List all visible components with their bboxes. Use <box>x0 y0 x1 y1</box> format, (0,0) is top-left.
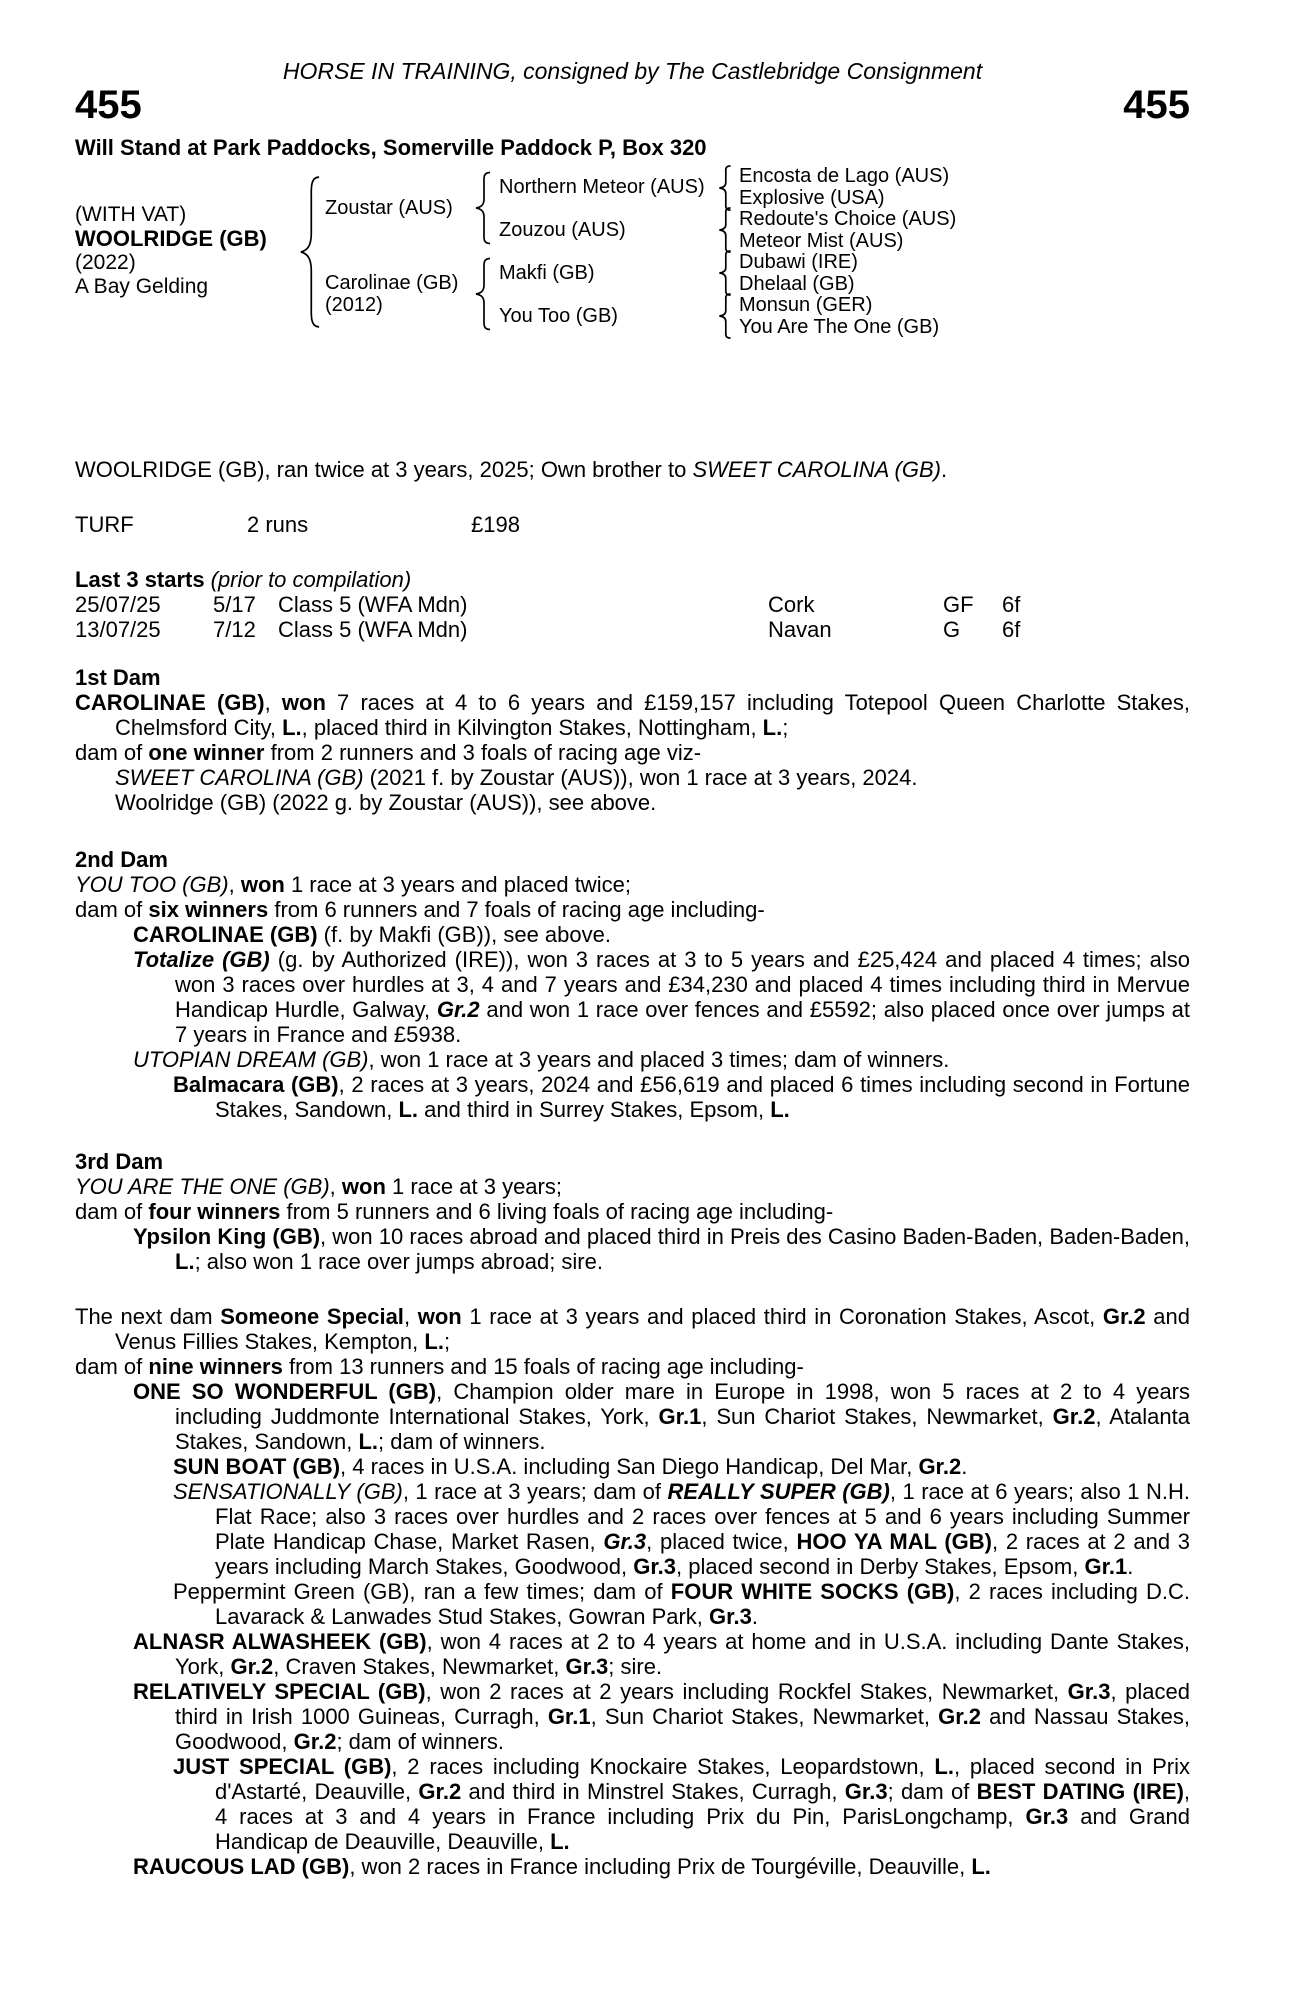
pedigree-paragraph <box>75 1354 1190 1379</box>
pedigree-paragraph <box>75 765 1190 790</box>
pedigree-paragraph <box>75 1629 1190 1679</box>
text-run: won <box>240 872 285 897</box>
text-run: and Nassau Stakes, Goodwood, <box>175 1704 1191 1754</box>
text-run: HOO YA MAL (GB) <box>796 1529 993 1554</box>
text-run: , 2 races at 2 and 3 years including March Stakes, Goodwood, <box>215 1529 1191 1579</box>
text-run: BEST DATING (IRE) <box>976 1779 1184 1804</box>
text-run: , placed third in Kilvington Stakes, Nottingham, <box>301 715 763 740</box>
text-run: L. <box>550 1829 570 1854</box>
text-run: ; <box>443 1329 451 1354</box>
text-run: Peppermint Green (GB), ran a few times; dam of <box>173 1579 671 1604</box>
race-distance: 6f <box>1002 592 1021 617</box>
text-run: . <box>751 1604 758 1629</box>
text-run: one winner <box>148 740 265 765</box>
text-run: SWEET CAROLINA (GB) <box>692 457 941 482</box>
text-run: , <box>264 690 282 715</box>
great-grandparent-pair <box>739 294 939 338</box>
race-course: Navan <box>768 617 832 642</box>
pedigree-paragraph <box>75 1454 1190 1479</box>
great-granddam-name: Dhelaal (GB) <box>739 273 855 295</box>
text-run: . <box>961 1454 968 1479</box>
text-run: Gr.2 <box>938 1704 981 1729</box>
consignor-line: HORSE IN TRAINING, consigned by The Castlebridge Consignment <box>282 58 983 84</box>
great-grandparent-pair <box>739 165 949 209</box>
text-run: , won 2 races at 2 years including Rockfel Stakes, Newmarket, <box>425 1679 1068 1704</box>
text-run: SUN BOAT (GB) <box>173 1454 341 1479</box>
text-run: ; also won 1 race over jumps abroad; sire. <box>194 1249 603 1274</box>
text-run: Gr.2 <box>293 1729 337 1754</box>
pedigree-paragraph <box>75 1679 1190 1754</box>
dam-year: (2012) <box>325 294 383 316</box>
text-run: , won 1 race at 3 years and placed 3 times; dam of winners. <box>368 1047 950 1072</box>
pedigree-paragraph <box>75 1199 1190 1224</box>
text-run: 1 race at 3 years and placed twice; <box>284 872 631 897</box>
text-run: Gr.3 <box>1025 1804 1069 1829</box>
great-grandsire-name: Monsun (GER) <box>739 294 873 316</box>
pedigree-brace-icon <box>717 250 733 296</box>
text-run: CAROLINAE (GB) <box>133 922 318 947</box>
text-run: Gr.3 <box>603 1529 647 1554</box>
text-run: The next dam <box>75 1304 221 1329</box>
granddam-name: You Too (GB) <box>499 305 618 327</box>
text-run: , 2 races including Knockaire Stakes, Leopardstown, <box>391 1754 935 1779</box>
race-going: G <box>943 617 961 642</box>
dam-sections <box>75 665 1190 1879</box>
text-run: and Venus Fillies Stakes, Kempton, <box>115 1304 1190 1354</box>
race-position: 5/17 <box>213 592 256 617</box>
pedigree-paragraph <box>75 1304 1190 1354</box>
text-run: L. <box>282 715 302 740</box>
great-grandparent-pair <box>739 251 858 295</box>
pedigree-paragraph <box>75 740 1190 765</box>
pedigree-paragraph <box>75 1379 1190 1454</box>
text-run: and Grand Handicap de Deauville, Deauville, <box>215 1804 1190 1854</box>
great-grandsire-name: Dubawi (IRE) <box>739 251 858 273</box>
dam-section <box>75 1149 1190 1274</box>
text-run: ONE SO WONDERFUL (GB) <box>133 1379 437 1404</box>
text-run: Gr.1 <box>547 1704 591 1729</box>
text-run: Gr.3 <box>565 1654 609 1679</box>
text-run: SWEET CAROLINA (GB) <box>115 765 364 790</box>
text-run: , Atalanta Stakes, Sandown, <box>175 1404 1190 1454</box>
text-run: , placed third in Irish 1000 Guineas, Curragh, <box>175 1679 1190 1729</box>
race-date: 25/07/25 <box>75 592 161 617</box>
great-grandsire-name: Encosta de Lago (AUS) <box>739 165 950 187</box>
text-run: , won 4 races at 2 to 4 years at home and in U.S.A. including Dante Stakes, York, <box>175 1629 1190 1679</box>
text-run: . <box>941 457 948 482</box>
sire-name: Zoustar (AUS) <box>325 197 453 219</box>
text-run: (f. by Makfi (GB)), see above. <box>317 922 611 947</box>
pedigree-brace-icon <box>717 293 733 339</box>
text-run: L. <box>762 715 783 740</box>
pedigree-paragraph <box>75 1224 1190 1274</box>
text-run: , won 2 races in France including Prix de Tourgéville, Deauville, <box>349 1854 972 1879</box>
text-run: L. <box>770 1097 790 1122</box>
text-run: dam of <box>75 740 149 765</box>
text-run: from 13 runners and 15 foals of racing age including- <box>282 1354 804 1379</box>
text-run: , Craven Stakes, Newmarket, <box>273 1654 566 1679</box>
text-run: , 2 races including D.C. Lavarack & Lanwades Stud Stakes, Gowran Park, <box>215 1579 1190 1629</box>
text-run: Balmacara (GB) <box>173 1072 339 1097</box>
text-run: L. <box>358 1429 379 1454</box>
text-run: Gr.3 <box>844 1779 888 1804</box>
text-run: and third in Minstrel Stakes, Curragh, <box>461 1779 845 1804</box>
text-run: , placed second in Derby Stakes, Epsom, <box>676 1554 1085 1579</box>
text-run: , 2 races at 3 years, 2024 and £56,619 and placed 6 times including second in Fortune Stakes, Sandown, <box>215 1072 1190 1122</box>
text-run: 1 race at 3 years and placed third in Coronation Stakes, Ascot, <box>461 1304 1103 1329</box>
text-run: from 5 runners and 6 living foals of racing age including- <box>280 1199 834 1224</box>
text-run: , placed second in Prix d'Astarté, Deauville, <box>215 1754 1190 1804</box>
text-run: Gr.2 <box>1052 1404 1096 1429</box>
text-run: from 6 runners and 7 foals of racing age including- <box>268 897 765 922</box>
lot-number-left: 455 <box>75 83 142 127</box>
text-run: L. <box>971 1854 991 1879</box>
text-run: , 1 race at 3 years; dam of <box>402 1479 668 1504</box>
text-run: SENSATIONALLY (GB) <box>173 1479 403 1504</box>
lot-number-right: 455 <box>1123 83 1190 127</box>
text-run: L. <box>934 1754 954 1779</box>
dam-section-heading: 2nd Dam <box>75 847 168 872</box>
great-grandsire-name: Redoute's Choice (AUS) <box>739 208 957 230</box>
last-starts-label: Last 3 starts <box>75 567 205 592</box>
text-run: won <box>341 1174 386 1199</box>
text-run: RELATIVELY SPECIAL (GB) <box>133 1679 426 1704</box>
text-run: , <box>228 872 241 897</box>
great-granddam-name: You Are The One (GB) <box>739 316 940 338</box>
grandsire-name: Northern Meteor (AUS) <box>499 176 705 198</box>
race-class: Class 5 (WFA Mdn) <box>278 592 468 617</box>
pedigree-paragraph <box>75 947 1190 1047</box>
text-run: Gr.1 <box>1084 1554 1128 1579</box>
dam-section <box>75 665 1190 815</box>
text-run: 7 races at 4 to 6 years and £159,157 including Totepool Queen Charlotte Stakes, Chelmsford City, <box>115 690 1190 740</box>
text-run: , 4 races in U.S.A. including San Diego Handicap, Del Mar, <box>340 1454 919 1479</box>
stats-surface: TURF <box>75 512 134 537</box>
pedigree-paragraph <box>75 1047 1190 1072</box>
text-run: (2021 f. by Zoustar (AUS)), won 1 race at 3 years, 2024. <box>363 765 918 790</box>
text-run: dam of <box>75 1199 149 1224</box>
race-row <box>75 617 1190 642</box>
text-run: WOOLRIDGE (GB), ran twice at 3 years, 2025; Own brother to <box>75 457 693 482</box>
text-run: . <box>1127 1554 1134 1579</box>
pedigree-paragraph <box>75 897 1190 922</box>
dam-section <box>75 847 1190 1122</box>
text-run: ; dam of <box>887 1779 977 1804</box>
lot-number-row <box>75 84 1190 126</box>
pedigree-brace-icon <box>473 171 493 245</box>
text-run: REALLY SUPER (GB) <box>667 1479 890 1504</box>
text-run: L. <box>398 1097 419 1122</box>
text-run: , <box>403 1304 418 1329</box>
race-distance: 6f <box>1002 617 1021 642</box>
pedigree-paragraph <box>75 690 1190 740</box>
text-run: ; sire. <box>608 1654 663 1679</box>
text-run: and won 1 race over fences and £5592; also placed once over jumps at 7 years in France and £5938. <box>175 997 1190 1047</box>
dam-section-heading: 3rd Dam <box>75 1149 164 1174</box>
text-run: UTOPIAN DREAM (GB) <box>133 1047 369 1072</box>
text-run: ALNASR ALWASHEEK (GB) <box>133 1629 427 1654</box>
text-run: , <box>329 1174 342 1199</box>
subject-description: A Bay Gelding <box>75 275 209 298</box>
text-run: , Champion older mare in Europe in 1998, won 5 races at 2 to 4 years including Juddmonte International Stakes, York, <box>175 1379 1190 1429</box>
pedigree-paragraph <box>75 1174 1190 1199</box>
text-run: won <box>281 690 326 715</box>
text-run: Totalize (GB) <box>133 947 270 972</box>
text-run: Gr.2 <box>1102 1304 1146 1329</box>
pedigree-table <box>75 165 1190 339</box>
pedigree-paragraph <box>75 1479 1190 1579</box>
stats-runs: 2 runs <box>247 512 309 537</box>
race-summary <box>75 457 1190 482</box>
text-run: Someone Special <box>220 1304 404 1329</box>
grandsire-name: Makfi (GB) <box>499 262 595 284</box>
text-run: four winners <box>148 1199 281 1224</box>
race-position: 7/12 <box>213 617 256 642</box>
pedigree-brace-icon <box>473 257 493 331</box>
text-run: Woolridge (GB) (2022 g. by Zoustar (AUS)), see above. <box>115 790 657 815</box>
text-run: nine winners <box>148 1354 283 1379</box>
text-run: Gr.2 <box>230 1654 274 1679</box>
last-starts-title <box>75 567 1190 592</box>
race-date: 13/07/25 <box>75 617 161 642</box>
stats-earnings: £198 <box>471 512 520 537</box>
text-run: , won 10 races abroad and placed third in Preis des Casino Baden-Baden, Baden-Baden, <box>320 1224 1190 1249</box>
text-run: Gr.3 <box>633 1554 677 1579</box>
subject-horse-name: WOOLRIDGE (GB) <box>75 226 267 251</box>
pedigree-brace-icon <box>297 174 323 330</box>
text-run: , Sun Chariot Stakes, Newmarket, <box>701 1404 1053 1429</box>
text-run: (g. by Authorized (IRE)), won 3 races at 3 to 5 years and £25,424 and placed 4 times; also won 3 races over hurdles at 3, 4 and 7 years and £34,230 and placed 4 times including third in Mervue Handicap Hurdle, Galway, <box>175 947 1190 1022</box>
text-run: L. <box>424 1329 444 1354</box>
great-grandparent-pair <box>739 208 956 252</box>
text-run: L. <box>175 1249 195 1274</box>
text-run: YOU TOO (GB) <box>75 872 229 897</box>
dam-section-heading: 1st Dam <box>75 665 161 690</box>
text-run: , Sun Chariot Stakes, Newmarket, <box>590 1704 939 1729</box>
pedigree-paragraph <box>75 872 1190 897</box>
stand-location-line: Will Stand at Park Paddocks, Somerville Paddock P, Box 320 <box>75 135 707 160</box>
great-granddam-name: Explosive (USA) <box>739 187 885 209</box>
race-course: Cork <box>768 592 815 617</box>
last-starts-note: (prior to compilation) <box>210 567 412 592</box>
pedigree-paragraph <box>75 1854 1190 1879</box>
subject-foaling-year: (2022) <box>75 251 136 274</box>
text-run: Gr.2 <box>436 997 480 1022</box>
pedigree-paragraph <box>75 1072 1190 1122</box>
text-run: CAROLINAE (GB) <box>75 690 265 715</box>
text-run: won <box>417 1304 462 1329</box>
text-run: and third in Surrey Stakes, Epsom, <box>418 1097 771 1122</box>
dam-name: Carolinae (GB) <box>325 272 459 294</box>
text-run: Gr.1 <box>658 1404 702 1429</box>
great-granddam-name: Meteor Mist (AUS) <box>739 230 904 252</box>
pedigree-paragraph <box>75 922 1190 947</box>
subject-block <box>75 203 267 299</box>
text-run: dam of <box>75 1354 149 1379</box>
race-going: GF <box>943 592 974 617</box>
text-run: ; dam of winners. <box>378 1429 546 1454</box>
text-run: ; <box>782 715 789 740</box>
text-run: FOUR WHITE SOCKS (GB) <box>670 1579 955 1604</box>
text-run: Gr.3 <box>1067 1679 1111 1704</box>
text-run: dam of <box>75 897 149 922</box>
pedigree-paragraph <box>75 790 1190 815</box>
text-run: Ypsilon King (GB) <box>133 1224 321 1249</box>
dam-block <box>325 272 458 316</box>
text-run: Gr.3 <box>709 1604 752 1629</box>
text-run: Gr.2 <box>918 1454 962 1479</box>
text-run: YOU ARE THE ONE (GB) <box>75 1174 330 1199</box>
text-run: six winners <box>148 897 269 922</box>
text-run: JUST SPECIAL (GB) <box>173 1754 392 1779</box>
vat-note: (WITH VAT) <box>75 203 187 226</box>
text-run: RAUCOUS LAD (GB) <box>133 1854 350 1879</box>
pedigree-paragraph <box>75 1754 1190 1854</box>
text-run: , 1 race at 6 years; also 1 N.H. Flat Race; also 3 races over hurdles and 2 races over fences at 5 and 6 years including Summer Plate Handicap Chase, Market Rasen, <box>215 1479 1190 1554</box>
pedigree-brace-icon <box>717 165 733 211</box>
career-stats-row <box>75 512 1190 537</box>
text-run: 1 race at 3 years; <box>385 1174 562 1199</box>
dam-section <box>75 1304 1190 1879</box>
granddam-name: Zouzou (AUS) <box>499 219 626 241</box>
pedigree-paragraph <box>75 1579 1190 1629</box>
text-run: , placed twice, <box>646 1529 797 1554</box>
text-run: Gr.2 <box>418 1779 462 1804</box>
last-starts-table <box>75 592 1190 642</box>
text-run: from 2 runners and 3 foals of racing age viz- <box>264 740 702 765</box>
race-class: Class 5 (WFA Mdn) <box>278 617 468 642</box>
text-run: , 4 races at 3 and 4 years in France including Prix du Pin, ParisLongchamp, <box>215 1779 1191 1829</box>
text-run: ; dam of winners. <box>336 1729 504 1754</box>
pedigree-brace-icon <box>717 207 733 253</box>
race-row <box>75 592 1190 617</box>
